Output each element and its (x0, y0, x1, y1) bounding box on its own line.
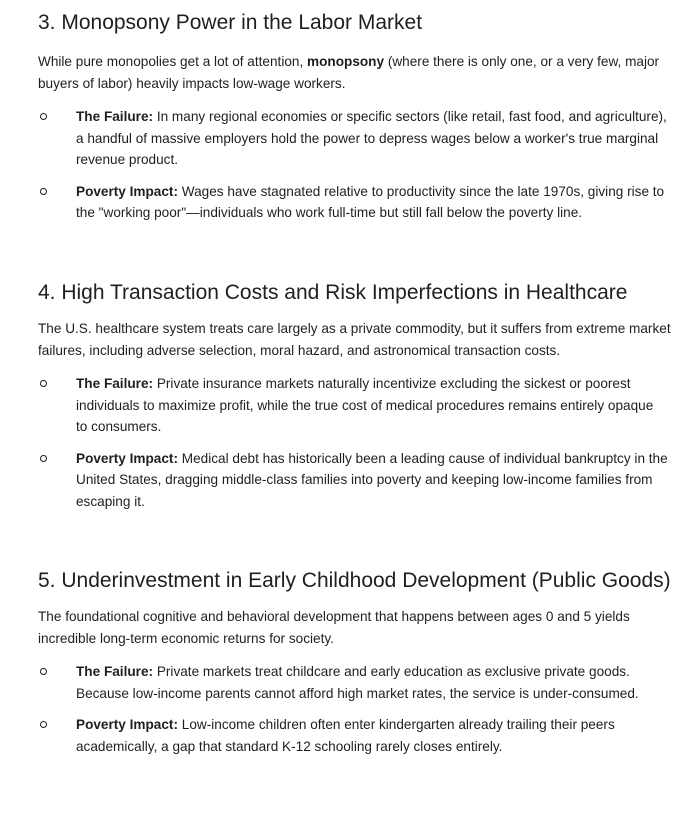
intro-text: The U.S. healthcare system treats care largely as a private commodity, but it suffers from extreme market failures, including adverse selection, moral hazard, and astronomical transaction costs. (38, 321, 671, 358)
section-intro (38, 606, 673, 649)
bullet-text: Low-income children often enter kindergarten already trailing their peers academically, a gap that standard K-12 schooling rarely closes entirely. (76, 717, 615, 754)
intro-text: The foundational cognitive and behavioral development that happens between ages 0 and 5 yields incredible long-term economic returns for society. (38, 609, 630, 646)
bullet-list (38, 661, 673, 757)
bullet-text: In many regional economies or specific sectors (like retail, fast food, and agriculture), a handful of massive employers hold the power to depress wages below a worker's true marginal revenue product. (76, 109, 667, 167)
bullet-label: The Failure: (76, 376, 154, 391)
section-intro (38, 51, 673, 94)
section-heading: 4. High Transaction Costs and Risk Imperfections in Healthcare (38, 281, 628, 304)
bullet-label: Poverty Impact: (76, 717, 178, 732)
hollow-circle-bullet-icon (40, 668, 47, 675)
bullet-text: Private insurance markets naturally incentivize excluding the sickest or poorest individuals to maximize profit, while the true cost of medical procedures remains entirely opaque to consumers. (76, 376, 654, 434)
hollow-circle-bullet-icon (40, 455, 47, 462)
section-monopsony (38, 10, 673, 224)
hollow-circle-bullet-icon (40, 113, 47, 120)
bullet-text: Medical debt has historically been a leading cause of individual bankruptcy in the United States, dragging middle-class families into poverty and keeping low-income families from escaping it. (76, 450, 668, 509)
bullet-text: Private markets treat childcare and early education as exclusive private goods. Because low-income parents cannot afford high market rates, the service is under-consumed. (76, 664, 639, 701)
list-item (38, 448, 668, 513)
bullet-label: Poverty Impact: (76, 183, 178, 199)
bullet-label: Poverty Impact: (76, 450, 178, 466)
section-heading: 5. Underinvestment in Early Childhood Development (Public Goods) (38, 569, 671, 592)
list-item (38, 106, 668, 171)
intro-bold-term: monopsony (307, 54, 385, 69)
intro-text-continued: (where there is only one, or a very few, major buyers of labor) heavily impacts low-wage workers. (38, 54, 660, 91)
hollow-circle-bullet-icon (40, 188, 47, 195)
hollow-circle-bullet-icon (40, 380, 47, 387)
bullet-label: The Failure: (76, 664, 154, 679)
list-item (38, 714, 668, 757)
section-early-childhood (38, 568, 673, 757)
list-item (38, 661, 668, 704)
section-healthcare (38, 280, 673, 512)
bullet-list (38, 373, 673, 512)
list-item (38, 181, 668, 224)
section-heading: 3. Monopsony Power in the Labor Market (38, 11, 423, 34)
bullet-label: The Failure: (76, 109, 154, 124)
bullet-list (38, 106, 673, 224)
intro-text: While pure monopolies get a lot of attention, (38, 54, 308, 69)
section-intro (38, 318, 673, 361)
bullet-text: Wages have stagnated relative to productivity since the late 1970s, giving rise to the "working poor"—individuals who work full-time but still fall below the poverty line. (76, 183, 665, 220)
list-item (38, 373, 668, 438)
hollow-circle-bullet-icon (40, 721, 47, 728)
